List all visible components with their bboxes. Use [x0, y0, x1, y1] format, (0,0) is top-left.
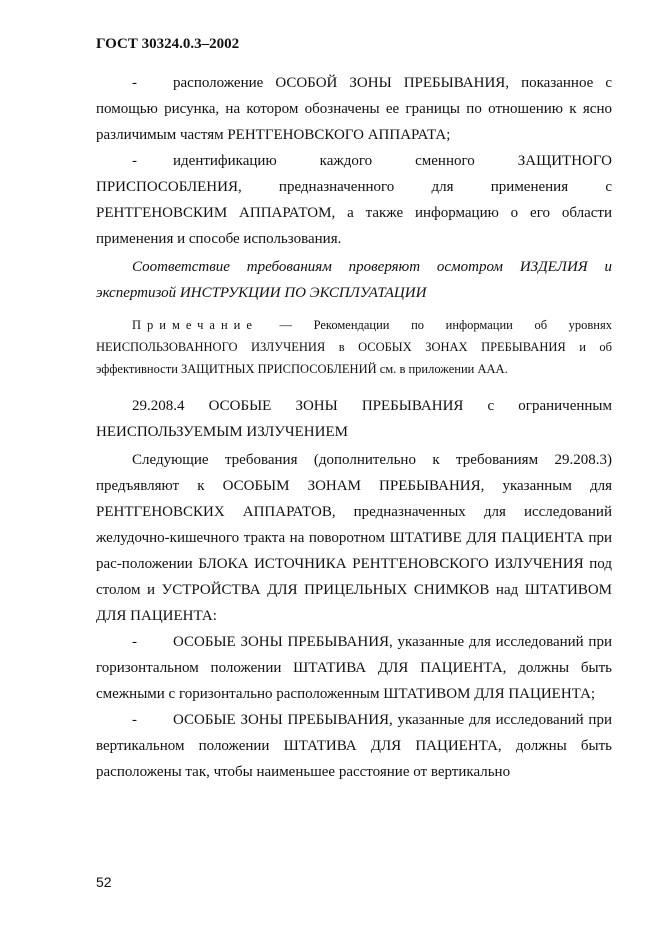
- document-header: ГОСТ 30324.0.3–2002: [96, 36, 240, 52]
- list-dash: -: [132, 633, 137, 650]
- list-dash: -: [132, 153, 137, 169]
- list-dash: -: [132, 711, 137, 728]
- list-item: [96, 629, 612, 707]
- requirements-paragraph: Следующие требования (дополнительно к требованиям 29.208.3) предъявляют к ОСОБЫМ ЗОНАМ ПРЕБЫВАНИЯ, указанным для РЕНТГЕНОВСКИХ АППАРАТОВ, предназначенных для исследований желудочно-кишечного тракта на поворотном ШТАТИВЕ ДЛЯ ПАЦИЕНТА при рас-положении БЛОКА ИСТОЧНИКА РЕНТГЕНОВСКОГО ИЗЛУЧЕНИЯ под столом и УСТРОЙСТВА ДЛЯ ПРИЦЕЛЬНЫХ СНИМКОВ над ШТАТИВОМ ДЛЯ ПАЦИЕНТА:: [96, 451, 612, 624]
- list-item-text: расположение ОСОБОЙ ЗОНЫ ПРЕБЫВАНИЯ, показанное с помощью рисунка, на котором обозначены ее границы по отношению к ясно различимым частям РЕНТГЕНОВСКОГО АППАРАТА;: [96, 75, 612, 143]
- compliance-paragraph: Соответствие требованиям проверяют осмотром ИЗДЕЛИЯ и экспертизой ИНСТРУКЦИИ ПО ЭКСПЛУАТАЦИИ: [96, 259, 612, 301]
- note-paragraph: [96, 314, 612, 380]
- list-item-text: ОСОБЫЕ ЗОНЫ ПРЕБЫВАНИЯ, указанные для исследований при горизонтальном положении ШТАТИВА ДЛЯ ПАЦИЕНТА, должны быть смежными с горизонтально расположенным ШТАТИВОМ ДЛЯ ПАЦИЕНТА;: [96, 633, 612, 702]
- note-label: Примечание: [132, 318, 258, 332]
- list-item: [96, 707, 612, 785]
- list-item-text: ОСОБЫЕ ЗОНЫ ПРЕБЫВАНИЯ, указанные для исследований при вертикальном положении ШТАТИВА ДЛЯ ПАЦИЕНТА, должны быть расположены так, чтобы наименьшее расстояние от вертикально: [96, 711, 612, 780]
- list-dash: -: [132, 75, 137, 91]
- document-body: [96, 70, 612, 785]
- note-text: — Рекомендации по информации об уровнях НЕИСПОЛЬЗОВАННОГО ИЗЛУЧЕНИЯ в ОСОБЫХ ЗОНАХ ПРЕБЫВАНИЯ и об эффективности ЗАЩИТНЫХ ПРИСПОСОБЛЕНИЙ см. в приложении ААА.: [96, 318, 612, 376]
- list-item-text: идентификацию каждого сменного ЗАЩИТНОГО ПРИСПОСОБЛЕНИЯ, предназначенного для применения с РЕНТГЕНОВСКИМ АППАРАТОМ, а также информацию о его области применения и способе использования.: [96, 153, 612, 247]
- list-item: [96, 148, 612, 252]
- list-item: [96, 70, 612, 148]
- section-heading: 29.208.4 ОСОБЫЕ ЗОНЫ ПРЕБЫВАНИЯ с ограниченным НЕИСПОЛЬЗУЕМЫМ ИЗЛУЧЕНИЕМ: [96, 397, 612, 440]
- page-number: 52: [96, 874, 112, 890]
